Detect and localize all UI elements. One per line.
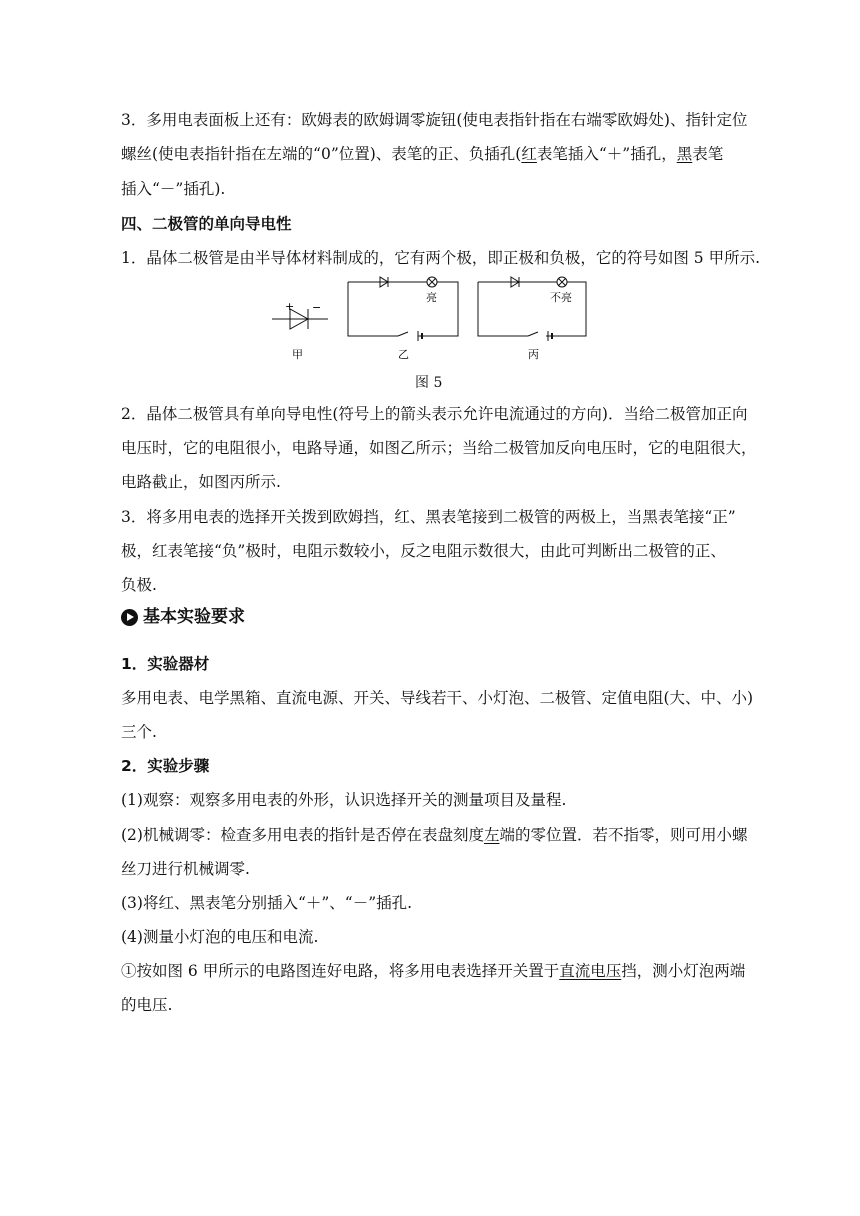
- circuit-bing: [478, 277, 586, 341]
- paragraph-diode-3-line3: 负极.: [121, 576, 157, 594]
- not-bright-label: 不亮: [550, 291, 572, 304]
- underlined-left: 左: [483, 826, 500, 844]
- heading-equipment: 1．实验器材: [121, 655, 210, 673]
- text-span: 螺丝(使电表指针指在左端的“0”位置)、表笔的正、负插孔(: [121, 145, 522, 163]
- underlined-black: 黑: [676, 145, 693, 163]
- text-span: 表笔: [692, 145, 724, 163]
- figure-5-diode-circuits: [268, 274, 598, 369]
- heading-diode: 四、二极管的单向导电性: [121, 215, 292, 233]
- paragraph-diode-2-line2: 电压时，它的电阻很小，电路导通，如图乙所示；当给二极管加反向电压时，它的电阻很大，: [121, 439, 757, 457]
- step-4a-line2: 的电压.: [121, 996, 173, 1014]
- paragraph-panel-controls-line3: 插入“－”插孔).: [121, 180, 226, 198]
- switch-icon: [398, 332, 408, 336]
- label-yi: 乙: [398, 348, 409, 361]
- paragraph-diode-3-line1: 3．将多用电表的选择开关拨到欧姆挡，红、黑表笔接到二极管的两极上，当黑表笔接“正”: [121, 508, 736, 526]
- equipment-line1: 多用电表、电学黑箱、直流电源、开关、导线若干、小灯泡、二极管、定值电阻(大、中、小): [121, 689, 754, 707]
- text-span: 表笔插入“＋”插孔，: [536, 145, 677, 163]
- section-title-text: 基本实验要求: [143, 607, 245, 627]
- paragraph-diode-2-line1: 2．晶体二极管具有单向导电性(符号上的箭头表示允许电流通过的方向)．当给二极管加正向: [121, 405, 748, 423]
- plus-sign: +: [285, 300, 295, 313]
- paragraph-diode-3-line2: 极，红表笔接“负”极时，电阻示数较小，反之电阻示数很大，由此可判断出二极管的正、: [121, 542, 726, 560]
- label-bing: 丙: [528, 348, 539, 361]
- heading-steps: 2．实验步骤: [121, 757, 210, 775]
- step-4: (4)测量小灯泡的电压和电流.: [121, 928, 319, 946]
- step-1: (1)观察：观察多用电表的外形，认识选择开关的测量项目及量程.: [121, 791, 567, 809]
- step-3: (3)将红、黑表笔分别插入“＋”、“－”插孔.: [121, 894, 413, 912]
- play-circle-icon: [121, 609, 138, 626]
- step-2-line2: 丝刀进行机械调零.: [121, 860, 250, 878]
- section-title: [121, 604, 245, 630]
- paragraph-panel-controls-line2: [121, 144, 723, 164]
- switch-icon: [528, 332, 538, 336]
- minus-sign: −: [312, 301, 322, 314]
- bright-label: 亮: [426, 291, 437, 304]
- text-span: (2)机械调零：检查多用电表的指针是否停在表盘刻度: [121, 826, 484, 844]
- step-2-line1: [121, 825, 748, 845]
- underlined-dc-voltage: 直流电压: [559, 962, 622, 980]
- underlined-red: 红: [521, 145, 537, 163]
- paragraph-diode-1: 1．晶体二极管是由半导体材料制成的，它有两个极，即正极和负极，它的符号如图 5 甲所示.: [121, 249, 761, 267]
- text-span: 挡，测小灯泡两端: [621, 962, 746, 980]
- text-span: ①按如图 6 甲所示的电路图连好电路，将多用电表选择开关置于: [121, 962, 560, 980]
- paragraph-panel-controls-line1: 3．多用电表面板上还有：欧姆表的欧姆调零旋钮(使电表指针指在右端零欧姆处)、指针定位: [121, 111, 748, 129]
- label-jia: 甲: [292, 348, 303, 361]
- paragraph-diode-2-line3: 电路截止，如图丙所示.: [121, 473, 281, 491]
- equipment-line2: 三个.: [121, 723, 157, 741]
- step-4a-line1: [121, 961, 745, 981]
- text-span: 端的零位置．若不指零，则可用小螺: [499, 826, 748, 844]
- circuit-yi: [348, 277, 458, 341]
- figure-caption: 图 5: [415, 375, 443, 391]
